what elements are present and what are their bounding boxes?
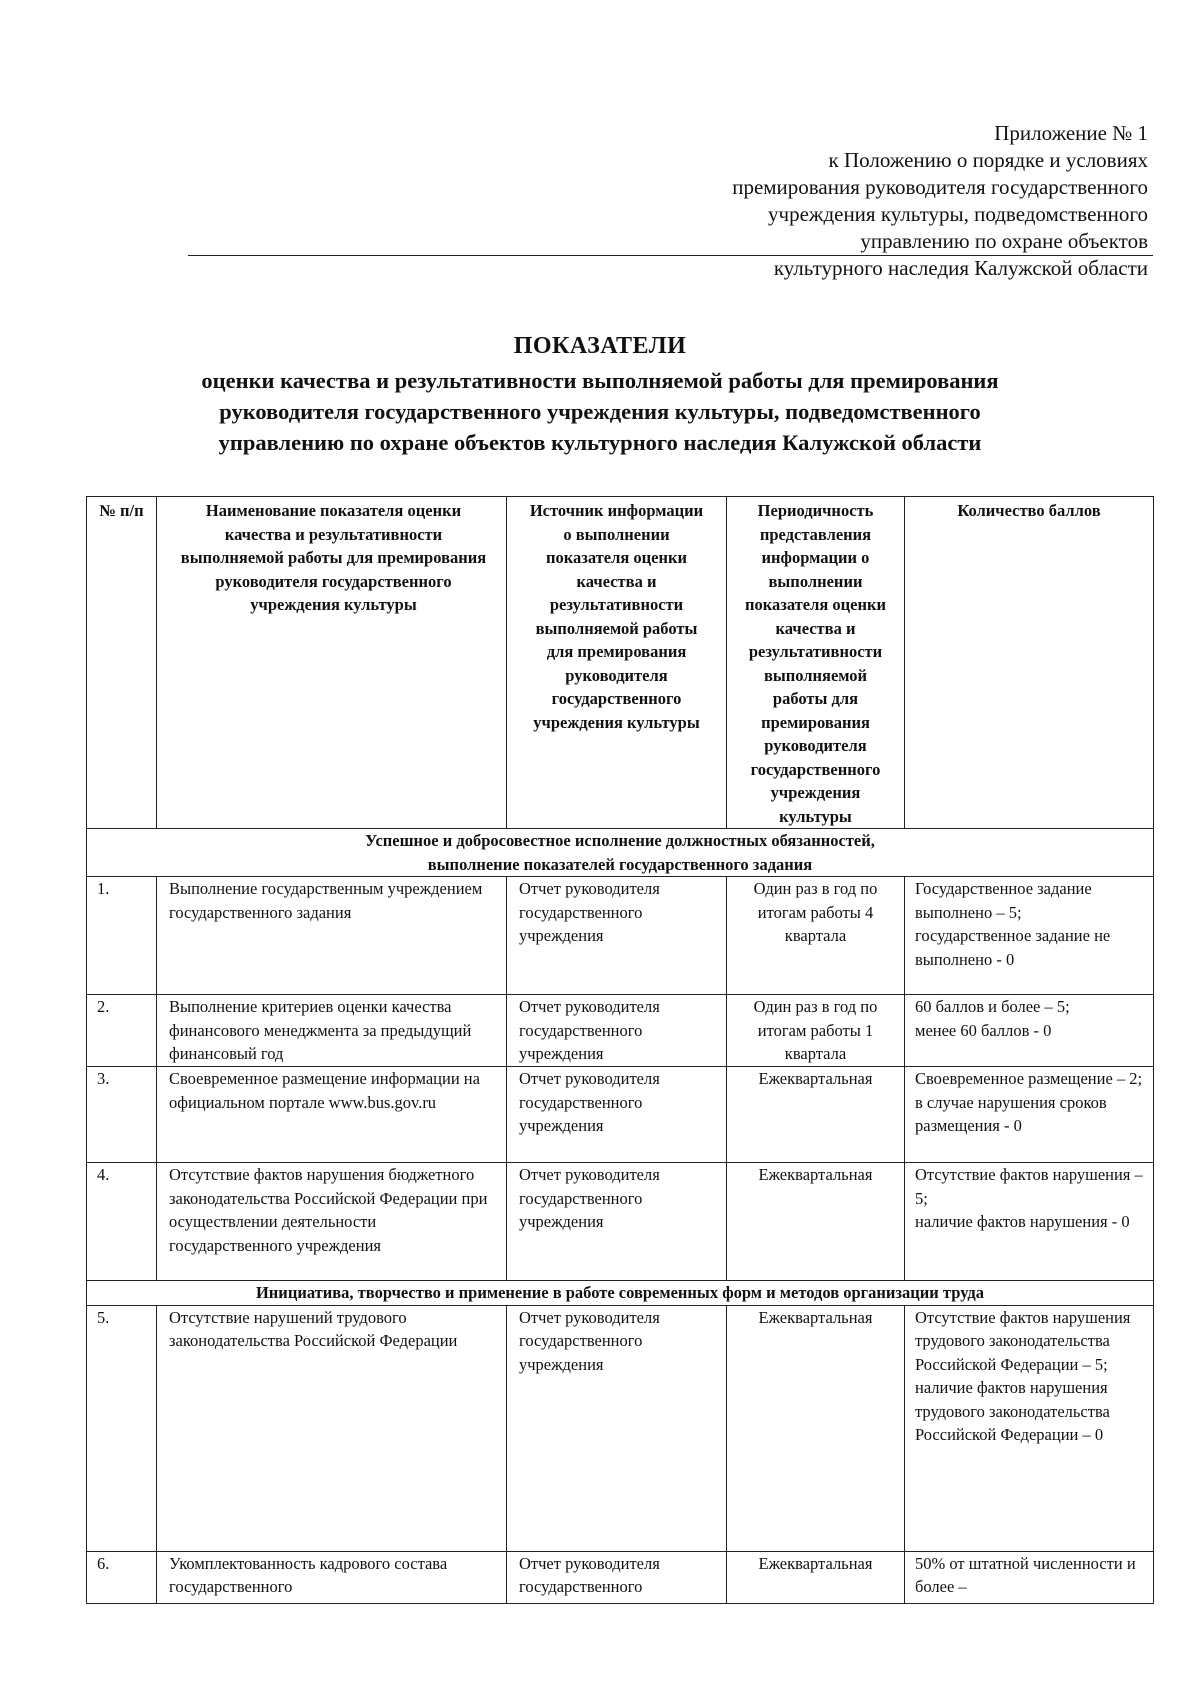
appendix-line: премирования руководителя государственного [732,175,1148,199]
cell-period: Ежеквартальная [727,1163,905,1281]
points-line: Отсутствие фактов нарушения трудового законодательства Российской Федерации – 5; [915,1307,1131,1374]
header-source: Источник информации о выполнении показателя оценки качества и результативности выполняемой работы для премирования руководителя государственного учреждения культуры [507,497,727,829]
cell-points [905,1305,1154,1551]
cell-source: Отчет руководителя государственного [507,1551,727,1603]
cell-period: Один раз в год по итогам работы 4 квартала [727,877,905,995]
table-row [87,1163,1154,1281]
appendix-line: к Положению о порядке и условиях [828,148,1148,172]
points-line: 60 баллов и более – 5; [915,997,1070,1016]
cell-num: 4. [87,1163,157,1281]
cell-source: Отчет руководителя государственного учреждения [507,1305,727,1551]
cell-num: 2. [87,995,157,1067]
cell-name: Отсутствие нарушений трудового законодательства Российской Федерации [157,1305,507,1551]
cell-period: Ежеквартальная [727,1067,905,1163]
cell-source: Отчет руководителя государственного учреждения [507,1163,727,1281]
section-heading-line: выполнение показателей государственного задания [427,854,813,874]
points-line: наличие фактов нарушения трудового законодательства Российской Федерации – 0 [915,1378,1110,1444]
header-name: Наименование показателя оценки качества и результативности выполняемой работы для премирования руководителя государственного учреждения культуры [157,497,507,829]
cell-points [905,877,1154,995]
cell-name: Выполнение критериев оценки качества финансового менеджмента за предыдущий финансовый год [157,995,507,1067]
points-line: 50% от штатной численности и более – [915,1553,1136,1596]
document-title [0,330,1200,458]
title-subtitle [0,365,1200,458]
cell-points [905,1551,1154,1603]
table-header-row [87,497,1154,829]
cell-points [905,995,1154,1067]
points-line: наличие фактов нарушения - 0 [915,1212,1130,1231]
appendix-line: учреждения культуры, подведомственного [768,202,1148,226]
header-num: № п/п [87,497,157,829]
section-row [87,1281,1154,1306]
cell-points [905,1067,1154,1163]
title-main: ПОКАЗАТЕЛИ [513,333,687,359]
cell-num: 5. [87,1305,157,1551]
indicators-table [86,496,1154,1604]
subtitle-line: руководителя государственного учреждения культуры, подведомственного [219,399,981,424]
points-line: в случае нарушения сроков размещения - 0 [915,1092,1107,1135]
section-row [87,829,1154,877]
appendix-reference [508,120,1148,282]
appendix-line: культурного наследия Калужской области [773,256,1148,280]
cell-points [905,1163,1154,1281]
header-period: Периодичность представления информации о выполнении показателя оценки качества и результативности выполняемой работы для премирования руководителя государственного учреждения культуры [727,497,905,829]
table-row [87,877,1154,995]
cell-source: Отчет руководителя государственного учреждения [507,1067,727,1163]
points-line: Своевременное размещение – 2; [915,1069,1143,1088]
cell-name: Выполнение государственным учреждением государственного задания [157,877,507,995]
table-row [87,1067,1154,1163]
cell-source: Отчет руководителя государственного учреждения [507,877,727,995]
points-line: менее 60 баллов - 0 [915,1020,1052,1040]
table-row [87,1551,1154,1603]
subtitle-line: оценки качества и результативности выполняемой работы для премирования [201,368,999,393]
points-line: государственное задание не выполнено - 0 [915,926,1111,969]
points-line: Государственное задание выполнено – 5; [915,879,1092,922]
cell-period: Один раз в год по итогам работы 1 квартала [727,995,905,1067]
points-line: Отсутствие фактов нарушения – 5; [915,1165,1143,1208]
cell-source: Отчет руководителя государственного учреждения [507,995,727,1067]
cell-num: 6. [87,1551,157,1603]
table-row [87,1305,1154,1551]
cell-name: Своевременное размещение информации на официальном портале www.bus.gov.ru [157,1067,507,1163]
cell-name: Отсутствие фактов нарушения бюджетного законодательства Российской Федерации при осуществлении деятельности государственного учреждения [157,1163,507,1281]
cell-num: 3. [87,1067,157,1163]
subtitle-line: управлению по охране объектов культурного наследия Калужской области [218,430,982,455]
section-heading [87,829,1154,877]
section-heading: Инициатива, творчество и применение в работе современных форм и методов организации труда [87,1281,1154,1306]
cell-period: Ежеквартальная [727,1305,905,1551]
table-row [87,995,1154,1067]
cell-name: Укомплектованность кадрового состава государственного [157,1551,507,1603]
cell-period: Ежеквартальная [727,1551,905,1603]
appendix-line: Приложение № 1 [994,121,1148,145]
appendix-line: управлению по охране объектов [860,229,1148,253]
cell-num: 1. [87,877,157,995]
header-points: Количество баллов [905,497,1154,829]
horizontal-rule [188,255,1153,256]
section-heading-line: Успешное и добросовестное исполнение должностных обязанностей, [365,831,875,850]
